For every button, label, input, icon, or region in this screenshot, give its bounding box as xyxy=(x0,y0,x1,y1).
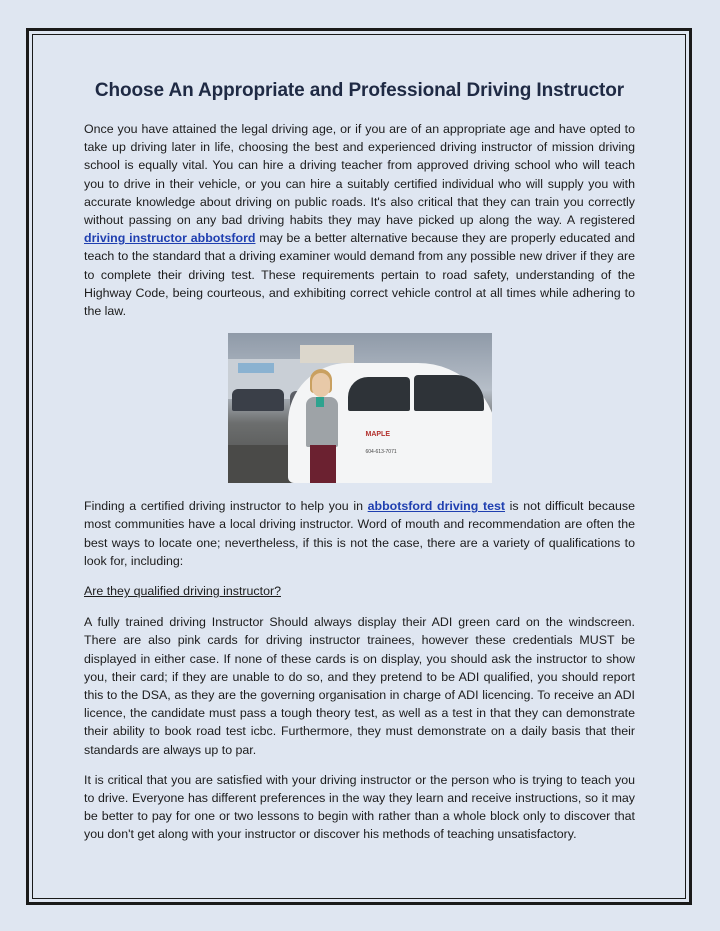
photo-container xyxy=(84,333,635,483)
paragraph-finding-text-1: Finding a certified driving instructor to help you in xyxy=(84,499,368,514)
paragraph-finding xyxy=(84,497,635,570)
photo-parked-car xyxy=(232,389,284,411)
paragraph-intro-text-1: Once you have attained the legal driving age, or if you are of an appropriate age and have opted to take up driving later in life, choosing the best and experienced driving instructor of mission driving school is equally vital. You can hire a driving teacher from approved driving school who will teach you to drive in their vehicle, or you can hire a suitably certified individual who will supply you with accurate knowledge about driving on public roads. It's also critical that they can train you correctly without passing on any bad driving habits they may have picked up along the way. A registered xyxy=(84,122,635,228)
photo-car-logo: MAPLE xyxy=(365,431,390,439)
photo-building-roof xyxy=(300,345,354,363)
paragraph-intro xyxy=(84,120,635,320)
link-driving-instructor-abbotsford[interactable]: driving instructor abbotsford xyxy=(84,231,256,246)
photo-person-head xyxy=(312,373,330,397)
paragraph-finding-text-2: is not difficult because most communities have a local driving instructor. Word of mouth and recommendation are often the best ways to locate one; nevertheless, if this is not the case, there are a variety of qualifications to look for, including: xyxy=(84,499,635,568)
paragraph-intro-text-2: may be a better alternative because they are properly educated and teach to the standard that a driving examiner would demand from any possible new driver if they are to complete their driving test. These requirements pertain to road safety, understanding of the Highway Code, being courteous, and exhibiting correct vehicle control at all times while adhering to the law. xyxy=(84,231,635,319)
link-abbotsford-driving-test[interactable]: abbotsford driving test xyxy=(367,499,506,514)
photo-green-card xyxy=(316,397,324,407)
paragraph-satisfied: It is critical that you are satisfied with your driving instructor or the person who is trying to teach you to drive. Everyone has different preferences in the way they learn and receive instructions, so it may be better to pay for one or two lessons to begin with rather than a whole block only to discover that you don't get along with your instructor or discover his methods of teaching unsatisfactory. xyxy=(84,772,635,842)
document-page xyxy=(84,80,635,844)
photo-car-window-rear xyxy=(414,375,484,411)
instructor-car-photo xyxy=(228,333,492,483)
photo-person-legs xyxy=(310,445,336,483)
subheading-qualified: Are they qualified driving instructor? xyxy=(84,584,281,599)
page-title: Choose An Appropriate and Professional Driving Instructor xyxy=(94,80,625,101)
photo-store-sign xyxy=(238,363,274,373)
photo-car-window-front xyxy=(348,377,410,411)
paragraph-adi-card: A fully trained driving Instructor Should always display their ADI green card on the windscreen. There are also pink cards for driving instructor trainees, however these credentials MUST be displayed in either case. If none of these cards is on display, you should ask the instructor to show you, their card; if they are unable to do so, and they pretend to be ADI qualified, you should report this to the DSA, as they are the governing organisation in charge of ADI licencing. To receive an ADI licence, the candidate must pass a tough theory test, as well as a test in that they can demonstrate their ability to book road test icbc. Furthermore, they must demonstrate on a daily basis that their standards are always up to par. xyxy=(84,615,635,757)
photo-car-phone: 604-613-7071 xyxy=(365,449,397,456)
